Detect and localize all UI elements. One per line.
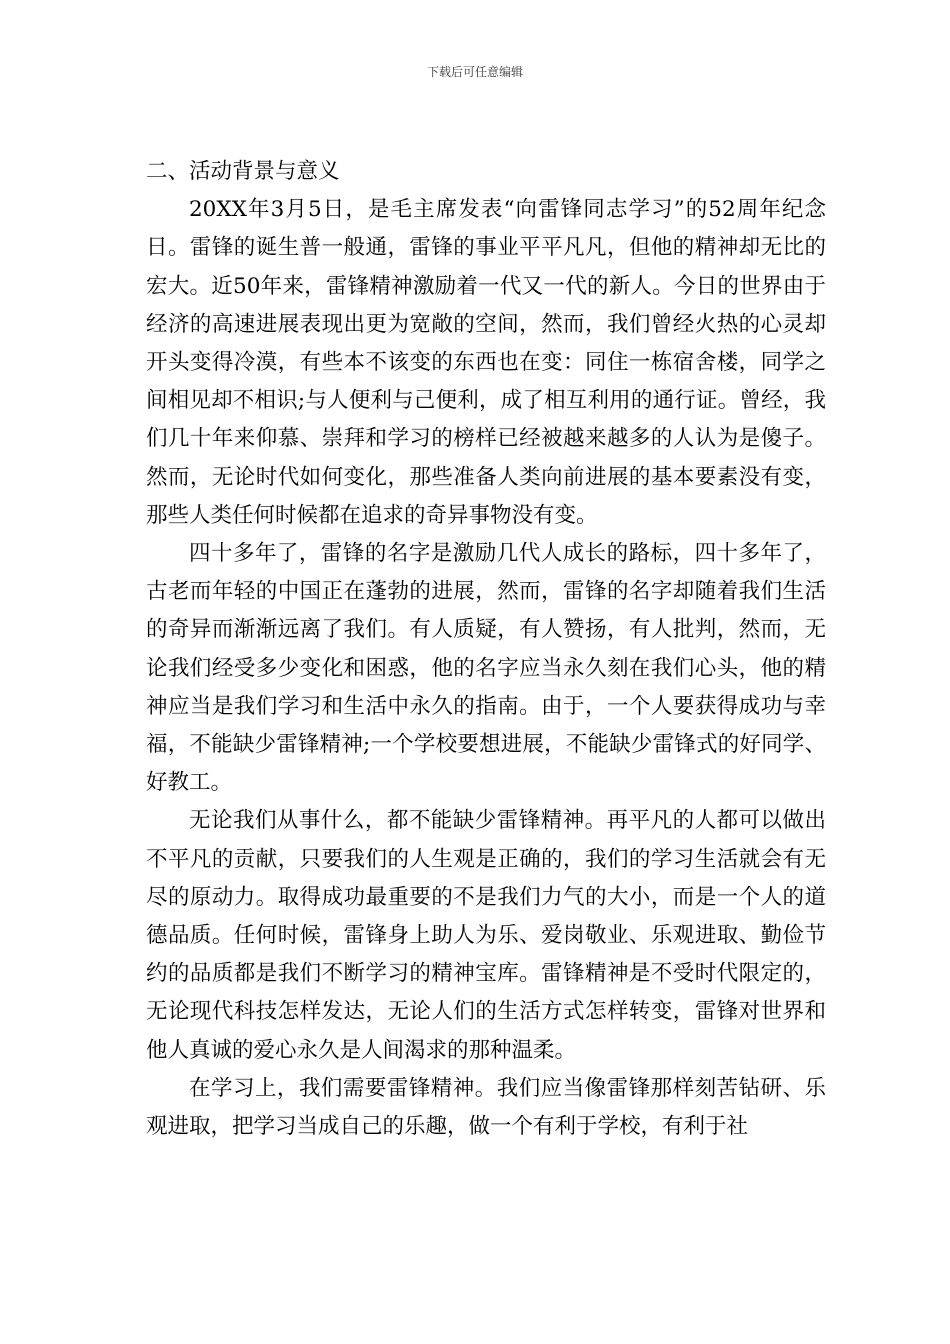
section-heading: 二、活动背景与意义: [146, 159, 340, 184]
paragraph-2: 四十多年了，雷锋的名字是激励几代人成长的路标，四十多年了，古老而年轻的中国正在蓬勃的进展，然而，雷锋的名字却随着我们生活的奇异而渐渐远离了我们。有人质疑，有人赞扬，有人批判，然而，无论我们经受多少变化和困惑，他的名字应当永久刻在我们心头，他的精神应当是我们学习和生活中永久的指南。由于，一个人要获得成功与幸福，不能缺少雷锋精神;一个学校要想进展，不能缺少雷锋式的好同学、好教工。: [146, 541, 826, 796]
paragraph-4: 在学习上，我们需要雷锋精神。我们应当像雷锋那样刻苦钻研、乐观进取，把学习当成自己的乐趣，做一个有利于学校，有利于社: [146, 1075, 826, 1140]
document-body: [146, 153, 826, 1146]
page-header-note: 下载后可任意编辑: [426, 65, 523, 79]
paragraph-1: 20XX年3月5日，是毛主席发表“向雷锋同志学习”的52周年纪念日。雷锋的诞生普一般通，雷锋的事业平平凡凡，但他的精神却无比的宏大。近50年来，雷锋精神激励着一代又一代的新人。今日的世界由于经济的高速进展表现出更为宽敞的空间，然而，我们曾经火热的心灵却开头变得冷漠，有些本不该变的东西也在变：同住一栋宿舍楼，同学之间相见却不相识;与人便利与己便利，成了相互利用的通行证。曾经，我们几十年来仰慕、崇拜和学习的榜样已经被越来越多的人认为是傻子。然而，无论时代如何变化，那些准备人类向前进展的基本要素没有变，那些人类任何时候都在追求的奇异事物没有变。: [146, 197, 826, 528]
paragraph-3: 无论我们从事什么，都不能缺少雷锋精神。再平凡的人都可以做出不平凡的贡献，只要我们的人生观是正确的，我们的学习生活就会有无尽的原动力。取得成功最重要的不是我们力气的大小，而是一个人的道德品质。任何时候，雷锋身上助人为乐、爱岗敬业、乐观进取、勤俭节约的品质都是我们不断学习的精神宝库。雷锋精神是不受时代限定的，无论现代科技怎样发达，无论人们的生活方式怎样转变，雷锋对世界和他人真诚的爱心永久是人间渴求的那种温柔。: [146, 808, 826, 1063]
